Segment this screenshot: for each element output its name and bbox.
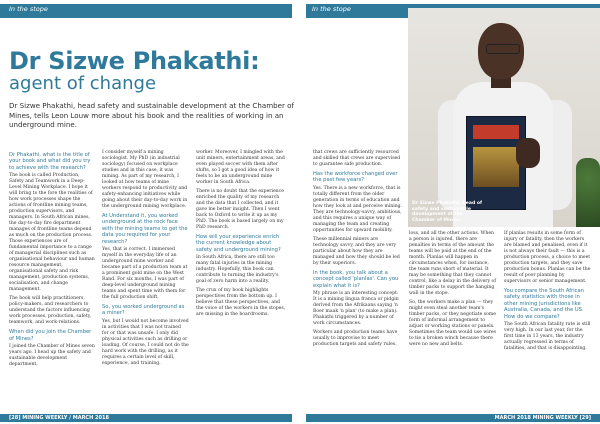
interview-question: Dr Phakathi, what is the title of your book and what did you try to achieve with the research? — [9, 152, 91, 171]
text-column-2 — [102, 150, 189, 370]
interview-question: At Understand it, you worked underground at the rock face with the mining teams to get the data you required for your research? — [102, 213, 188, 245]
section-label-left: In the stope — [9, 5, 48, 13]
interview-question: How will your experience enrich the current knowledge about safety and underground mining? — [196, 234, 281, 253]
interview-question: In the book, you talk about a concept called 'planlas'. Can you explain what it is? — [313, 269, 399, 289]
text-column-5 — [409, 231, 497, 351]
paragraph: The book will help practitioners, policy-makers, and researchers to understand the factors influencing work processes, production, safety, teamwork, and work-relations. — [9, 296, 92, 326]
paragraph: These millennial miners are technology savvy, and they are very particular about how they are managed and how they should be led by their superiors. — [313, 236, 400, 266]
paragraph: Yes, that is correct. I immersed myself in the everyday life of an underground mine worker and became part of a production team at a prominent gold mine on the West Rand. For six months, I was part of deep-level underground mining teams and spent time with them for the full production shift. — [102, 247, 188, 301]
interview-question: Has the workforce changed over the past few years? — [313, 171, 398, 184]
paragraph: worker. Moreover, I mingled with the unit miners, entertainment areas, and even played soccer with them after shifts, so I got a good idea of how it feels to be an underground mine worker in South Africa. — [196, 150, 285, 185]
paragraph: I consider myself a mining sociologist. My PhD (in industrial sociology) focused on workplace studies and in this case, it was mining. As part of my research, I looked at how teams of mine workers respond to productivity and safety-enhancing initiatives while going about their day-to-day work in the underground mining workplace. — [102, 150, 188, 209]
text-column-4 — [313, 150, 403, 351]
text-column-6 — [504, 231, 592, 355]
paragraph: In South Africa, there are still too many fatal injuries in the mining industry. Hopefully, this book can contribute to turning the industry's goal of zero harm into a reality. — [196, 255, 279, 285]
glasses-icon — [486, 44, 520, 54]
page-gutter — [292, 0, 306, 424]
paragraph: My phrase is an interesting concept. It is a mining lingua franca or pidgin derived from the Afrikaans saying 'n Boer maak 'n plan' (to make a plan). Phakathi triggered by a number of work circumstances. — [313, 291, 399, 327]
footer-folio-right: MARCH 2018 MINING WEEKLY [29] — [494, 415, 591, 421]
interview-question: You compare the South African safety statistics with those in other mining jurisdictions like Australia, Canada, and the US. How do we compare? — [504, 288, 584, 320]
portrait-photo — [408, 8, 600, 227]
interview-question: So, you worked underground as a miner? — [102, 304, 185, 317]
paragraph: that crews are sufficiently resourced and skilled that crews are supervised to guarantee safe production. — [313, 150, 401, 167]
paragraph: Yes, but I would not become involved in activities that I was not trained for or that was unsafe. I only did physical activities such as drilling or loading. Of course, I could not do the hard work with the drilling, as it requires a certain level of skill, experience, and training. — [102, 318, 189, 366]
hand — [516, 138, 540, 168]
interview-question: When did you join the Chamber of Mines? — [9, 329, 92, 342]
section-label-right: In the stope — [312, 5, 351, 13]
paragraph: Workers and production teams have usually to improvise to meet production targets and safety rules. — [313, 330, 398, 348]
book-title-band — [473, 125, 519, 139]
footer-folio-left: [28] MINING WEEKLY / MARCH 2018 — [9, 415, 109, 421]
article-subtitle: agent of change — [9, 73, 157, 94]
paragraph: The crux of my book highlights perspectives from the bottom up. I believe that these perspectives, and the voice of the workers in the stopes, are missing in the boardrooms. — [196, 288, 286, 318]
paragraph: If planlas results in some form of injury or fatality, then the workers are blamed and penalised, even if it is not always their fault — this is a production process, a choice to meet production targets, and they save production bonus. Planlas can be the result of poor planning by supervisors or senior management. — [504, 231, 591, 284]
paragraph: The book is called Production, Safety and Teamwork in a Deep-Level Mining Workplace. I hope it will bring to the fore the realities of how work processes shape the actions of frontline mining teams, production supervisors, and managers. In South African mines, the day-to-day fire department manages of frontline teams depend as much on the production process. Those experiences are of fundamental importance to a range of managerial disciplines such as organisational behaviour and human resource management, organisational safety and risk management, production systems, socialisation, and change management. — [9, 173, 95, 293]
book-cover-image — [473, 147, 519, 187]
paragraph: So, the workers make a plan — they might even steal another team's timber packs, or they negotiate some form of informal arrangement to adjust or working stations or panels. Sometimes the team would use wires to tie a broken winch because there were no new and belts. — [409, 300, 496, 347]
paragraph: Yes. There is a new workforce, that is totally different from the older generation in terms of education and how they look at and perceive mining. They are technology-savvy, ambitious, and this requires a unique way of managing the team and creating opportunities for upward mobility. — [313, 185, 403, 233]
page-footer — [0, 410, 600, 424]
text-column-1 — [9, 150, 95, 371]
photo-caption: Dr Sizwe Phakathi, head of safety and sustainable development at the Chamber of Mines. — [412, 201, 482, 223]
paragraph: I joined the Chamber of Mines seven years ago. I head up the safety and sustainable development department. — [9, 344, 95, 368]
article-standfirst: Dr Sizwe Phakathi, head safety and sustainable development at the Chamber of Mines, tells Leon Louw more about his book and the realities of working in an underground mine. — [9, 101, 295, 130]
article-title: Dr Sizwe Phakathi: — [9, 47, 260, 75]
paragraph: There is no doubt that the experience enriched the quality of my research and the data that I collected, and it gave me better insight. Then I went back to Oxford to write it up as my PhD. The book is based largely on my PhD research. — [196, 189, 284, 230]
paragraph: The South African fatality rate is still very high. In our last year, for the first time in 13 years, the industry actually regressed in terms of fatalities, and that is disappointing. — [504, 322, 591, 352]
paragraph: loss, and all the other actions. When a person is injured, there are penalties in terms of the amount the teams will be paid at the end of the month. Planlas will happen in circumstances when, for instance, the team runs short of material. It may be something that they cannot control, like a delay in the delivery of timber packs to support the hanging wall in the stope. — [409, 231, 497, 296]
text-column-3 — [196, 150, 286, 321]
plant-image — [576, 158, 600, 227]
